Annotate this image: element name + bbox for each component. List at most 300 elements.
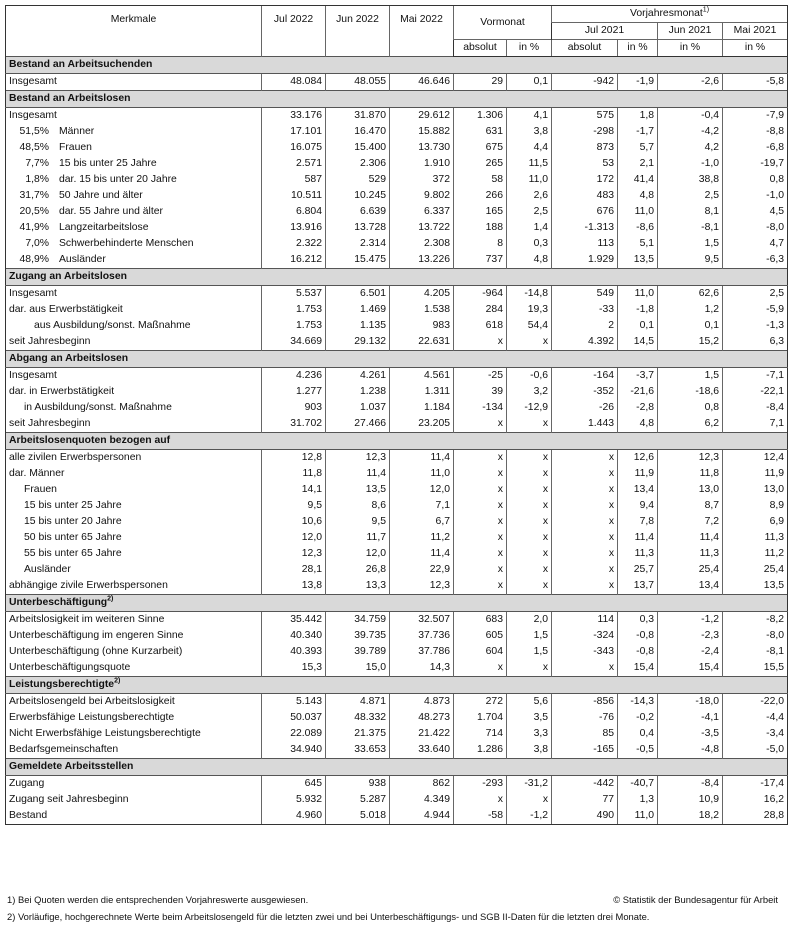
value-cell: 12,0 bbox=[262, 530, 326, 546]
value-cell: 11,7 bbox=[326, 530, 390, 546]
share-percent: 51,5% bbox=[19, 126, 49, 137]
value-cell: 113 bbox=[552, 236, 618, 252]
value-cell: 11,4 bbox=[326, 466, 390, 482]
row-label-cell bbox=[6, 466, 262, 482]
value-cell: 28,1 bbox=[262, 562, 326, 578]
value-cell: 50.037 bbox=[262, 710, 326, 726]
value-cell: 4,5 bbox=[723, 204, 788, 220]
value-cell: 11,4 bbox=[618, 530, 658, 546]
value-cell: 28,8 bbox=[723, 808, 788, 825]
value-cell: -352 bbox=[552, 384, 618, 400]
value-cell: 266 bbox=[454, 188, 507, 204]
value-cell: 4.261 bbox=[326, 368, 390, 385]
value-cell: -8,4 bbox=[658, 776, 723, 793]
share-percent: 31,7% bbox=[19, 190, 49, 201]
value-cell: 11,2 bbox=[723, 546, 788, 562]
value-cell: 48.273 bbox=[390, 710, 454, 726]
value-cell: -17,4 bbox=[723, 776, 788, 793]
value-cell: 4,8 bbox=[507, 252, 552, 269]
value-cell: 6.501 bbox=[326, 286, 390, 303]
value-cell: -3,4 bbox=[723, 726, 788, 742]
share-percent: 1,8% bbox=[25, 174, 49, 185]
value-cell: 1.311 bbox=[390, 384, 454, 400]
table-row bbox=[6, 384, 788, 400]
header-vormonat-pct: in % bbox=[507, 40, 552, 57]
value-cell: -58 bbox=[454, 808, 507, 825]
value-cell: 32.507 bbox=[390, 612, 454, 629]
row-label: dar. 55 Jahre und älter bbox=[59, 206, 163, 217]
section-title bbox=[6, 595, 788, 612]
value-cell: 8 bbox=[454, 236, 507, 252]
value-cell: 85 bbox=[552, 726, 618, 742]
value-cell: 11,0 bbox=[618, 204, 658, 220]
value-cell: 714 bbox=[454, 726, 507, 742]
value-cell: 34.759 bbox=[326, 612, 390, 629]
value-cell: 1,2 bbox=[658, 302, 723, 318]
value-cell: 6,3 bbox=[723, 334, 788, 351]
value-cell: -4,8 bbox=[658, 742, 723, 759]
value-cell: -8,0 bbox=[723, 220, 788, 236]
value-cell: x bbox=[552, 546, 618, 562]
value-cell: -1,3 bbox=[723, 318, 788, 334]
value-cell: 983 bbox=[390, 318, 454, 334]
value-cell: 48.332 bbox=[326, 710, 390, 726]
value-cell: 14,1 bbox=[262, 482, 326, 498]
value-cell: 27.466 bbox=[326, 416, 390, 433]
value-cell: 4,4 bbox=[507, 140, 552, 156]
value-cell: -14,8 bbox=[507, 286, 552, 303]
value-cell: -0,4 bbox=[658, 108, 723, 125]
value-cell: 13,0 bbox=[658, 482, 723, 498]
section-header bbox=[6, 677, 788, 694]
table-row bbox=[6, 450, 788, 467]
value-cell: -2,3 bbox=[658, 628, 723, 644]
value-cell: 2,6 bbox=[507, 188, 552, 204]
value-cell: 15.882 bbox=[390, 124, 454, 140]
value-cell: 13.730 bbox=[390, 140, 454, 156]
value-cell: 4.960 bbox=[262, 808, 326, 825]
table-row bbox=[6, 562, 788, 578]
value-cell: 26,8 bbox=[326, 562, 390, 578]
table-row bbox=[6, 286, 788, 303]
value-cell: 0,3 bbox=[618, 612, 658, 629]
section-title bbox=[6, 269, 788, 286]
row-label-cell bbox=[6, 286, 262, 303]
value-cell: -8,1 bbox=[658, 220, 723, 236]
value-cell: -26 bbox=[552, 400, 618, 416]
header-jun-2022: Jun 2022 bbox=[326, 6, 390, 57]
value-cell: 618 bbox=[454, 318, 507, 334]
value-cell: 11,0 bbox=[618, 808, 658, 825]
value-cell: 13,7 bbox=[618, 578, 658, 595]
row-label-cell bbox=[6, 384, 262, 400]
header-vormonat-absolut: absolut bbox=[454, 40, 507, 57]
row-label-cell bbox=[6, 188, 262, 204]
value-cell: -0,5 bbox=[618, 742, 658, 759]
row-label-cell bbox=[6, 318, 262, 334]
row-label-cell bbox=[6, 660, 262, 677]
row-label: 50 bis unter 65 Jahre bbox=[24, 532, 122, 543]
value-cell: 2,5 bbox=[723, 286, 788, 303]
value-cell: x bbox=[454, 334, 507, 351]
value-cell: 372 bbox=[390, 172, 454, 188]
row-label-cell bbox=[6, 140, 262, 156]
row-label-cell bbox=[6, 108, 262, 125]
value-cell: x bbox=[454, 514, 507, 530]
row-label: dar. 15 bis unter 20 Jahre bbox=[59, 174, 177, 185]
section-title bbox=[6, 57, 788, 74]
value-cell: 4,2 bbox=[658, 140, 723, 156]
value-cell: 6,7 bbox=[390, 514, 454, 530]
value-cell: 12,0 bbox=[326, 546, 390, 562]
value-cell: -22,1 bbox=[723, 384, 788, 400]
value-cell: 605 bbox=[454, 628, 507, 644]
value-cell: x bbox=[552, 466, 618, 482]
value-cell: 2,5 bbox=[507, 204, 552, 220]
value-cell: 11,0 bbox=[390, 466, 454, 482]
value-cell: 5.287 bbox=[326, 792, 390, 808]
share-percent: 20,5% bbox=[19, 206, 49, 217]
section-title-text: Bestand an Arbeitsuchenden bbox=[9, 59, 153, 70]
row-label: Insgesamt bbox=[9, 370, 57, 381]
statistics-table bbox=[5, 5, 788, 825]
row-label-cell bbox=[6, 302, 262, 318]
header-jul2021-pct: in % bbox=[618, 40, 658, 57]
row-label: dar. Männer bbox=[9, 468, 65, 479]
value-cell: 1,8 bbox=[618, 108, 658, 125]
value-cell: x bbox=[507, 792, 552, 808]
value-cell: 12,3 bbox=[262, 546, 326, 562]
section-title bbox=[6, 759, 788, 776]
copyright: © Statistik der Bundesagentur für Arbeit bbox=[613, 894, 778, 905]
value-cell: 18,2 bbox=[658, 808, 723, 825]
value-cell: 11,4 bbox=[390, 450, 454, 467]
value-cell: -1,7 bbox=[618, 124, 658, 140]
value-cell: 62,6 bbox=[658, 286, 723, 303]
table-row bbox=[6, 334, 788, 351]
value-cell: 11,3 bbox=[618, 546, 658, 562]
value-cell: 40.393 bbox=[262, 644, 326, 660]
value-cell: 1.753 bbox=[262, 302, 326, 318]
value-cell: 114 bbox=[552, 612, 618, 629]
value-cell: 604 bbox=[454, 644, 507, 660]
footnote-2: 2) Vorläufige, hochgerechnete Werte beim Arbeitslosengeld für die letzten zwei und bei Unterbeschäftigungs- und SGB II-Daten für die letzten drei Monate. bbox=[7, 911, 650, 922]
table-row bbox=[6, 302, 788, 318]
value-cell: -18,0 bbox=[658, 694, 723, 711]
value-cell: 4.873 bbox=[390, 694, 454, 711]
footnote-ref: 2) bbox=[114, 677, 121, 685]
value-cell: x bbox=[507, 546, 552, 562]
value-cell: -22,0 bbox=[723, 694, 788, 711]
value-cell: 4,8 bbox=[618, 188, 658, 204]
value-cell: 15,4 bbox=[618, 660, 658, 677]
value-cell: -6,3 bbox=[723, 252, 788, 269]
value-cell: 12,3 bbox=[390, 578, 454, 595]
value-cell: 14,3 bbox=[390, 660, 454, 677]
value-cell: 1.286 bbox=[454, 742, 507, 759]
value-cell: 10.245 bbox=[326, 188, 390, 204]
value-cell: 272 bbox=[454, 694, 507, 711]
value-cell: x bbox=[454, 578, 507, 595]
value-cell: -343 bbox=[552, 644, 618, 660]
value-cell: 4,7 bbox=[723, 236, 788, 252]
row-label-cell bbox=[6, 220, 262, 236]
value-cell: -19,7 bbox=[723, 156, 788, 172]
row-label-cell bbox=[6, 514, 262, 530]
table-row bbox=[6, 792, 788, 808]
table-row bbox=[6, 318, 788, 334]
value-cell: -293 bbox=[454, 776, 507, 793]
value-cell: 4.944 bbox=[390, 808, 454, 825]
table-row bbox=[6, 514, 788, 530]
value-cell: 15,2 bbox=[658, 334, 723, 351]
value-cell: x bbox=[507, 578, 552, 595]
header-jul-2021: Jul 2021 bbox=[552, 23, 658, 40]
value-cell: 4.871 bbox=[326, 694, 390, 711]
header-vorjahresmonat bbox=[552, 6, 788, 23]
value-cell: 4.392 bbox=[552, 334, 618, 351]
value-cell: 34.669 bbox=[262, 334, 326, 351]
row-label: Unterbeschäftigungsquote bbox=[9, 662, 131, 673]
section-title bbox=[6, 433, 788, 450]
value-cell: -1.313 bbox=[552, 220, 618, 236]
value-cell: -8,8 bbox=[723, 124, 788, 140]
value-cell: -33 bbox=[552, 302, 618, 318]
value-cell: x bbox=[454, 498, 507, 514]
section-header bbox=[6, 91, 788, 108]
value-cell: x bbox=[507, 416, 552, 433]
header-mai-2021: Mai 2021 bbox=[723, 23, 788, 40]
section-title bbox=[6, 677, 788, 694]
value-cell: 575 bbox=[552, 108, 618, 125]
value-cell: -5,9 bbox=[723, 302, 788, 318]
value-cell: -1,9 bbox=[618, 74, 658, 91]
value-cell: 23.205 bbox=[390, 416, 454, 433]
value-cell: 1.037 bbox=[326, 400, 390, 416]
value-cell: 29 bbox=[454, 74, 507, 91]
value-cell: 645 bbox=[262, 776, 326, 793]
value-cell: 12,4 bbox=[723, 450, 788, 467]
value-cell: 11,8 bbox=[658, 466, 723, 482]
value-cell: 5.537 bbox=[262, 286, 326, 303]
section-title bbox=[6, 91, 788, 108]
value-cell: 11,0 bbox=[507, 172, 552, 188]
value-cell: 19,3 bbox=[507, 302, 552, 318]
row-label: Langzeitarbeitslose bbox=[59, 222, 149, 233]
value-cell: 2.306 bbox=[326, 156, 390, 172]
value-cell: 6.337 bbox=[390, 204, 454, 220]
value-cell: -76 bbox=[552, 710, 618, 726]
value-cell: 9,5 bbox=[326, 514, 390, 530]
value-cell: 9,5 bbox=[262, 498, 326, 514]
value-cell: 33.653 bbox=[326, 742, 390, 759]
row-label-cell bbox=[6, 530, 262, 546]
value-cell: 4.561 bbox=[390, 368, 454, 385]
value-cell: 2,1 bbox=[618, 156, 658, 172]
value-cell: -18,6 bbox=[658, 384, 723, 400]
section-header bbox=[6, 269, 788, 286]
value-cell: 1.910 bbox=[390, 156, 454, 172]
value-cell: 3,3 bbox=[507, 726, 552, 742]
value-cell: 15,4 bbox=[658, 660, 723, 677]
value-cell: x bbox=[454, 416, 507, 433]
value-cell: 22.089 bbox=[262, 726, 326, 742]
value-cell: 2,0 bbox=[507, 612, 552, 629]
value-cell: 25,7 bbox=[618, 562, 658, 578]
value-cell: x bbox=[507, 334, 552, 351]
value-cell: x bbox=[552, 450, 618, 467]
value-cell: 16,2 bbox=[723, 792, 788, 808]
value-cell: x bbox=[454, 660, 507, 677]
row-label-cell bbox=[6, 204, 262, 220]
value-cell: 0,3 bbox=[507, 236, 552, 252]
row-label-cell bbox=[6, 334, 262, 351]
header-mai2021-pct: in % bbox=[723, 40, 788, 57]
row-label: aus Ausbildung/sonst. Maßnahme bbox=[34, 320, 191, 331]
value-cell: 2.322 bbox=[262, 236, 326, 252]
section-title-text: Zugang an Arbeitslosen bbox=[9, 271, 127, 282]
value-cell: x bbox=[507, 466, 552, 482]
value-cell: -4,1 bbox=[658, 710, 723, 726]
value-cell: 29.132 bbox=[326, 334, 390, 351]
value-cell: 5.932 bbox=[262, 792, 326, 808]
row-label-cell bbox=[6, 124, 262, 140]
value-cell: 165 bbox=[454, 204, 507, 220]
value-cell: 1,3 bbox=[618, 792, 658, 808]
row-label-cell bbox=[6, 562, 262, 578]
value-cell: x bbox=[454, 792, 507, 808]
table-row bbox=[6, 108, 788, 125]
row-label-cell bbox=[6, 694, 262, 711]
table-row bbox=[6, 172, 788, 188]
row-label-cell bbox=[6, 416, 262, 433]
row-label-cell bbox=[6, 776, 262, 793]
row-label: Unterbeschäftigung (ohne Kurzarbeit) bbox=[9, 646, 183, 657]
value-cell: 7,1 bbox=[723, 416, 788, 433]
value-cell: 15,3 bbox=[262, 660, 326, 677]
value-cell: -165 bbox=[552, 742, 618, 759]
row-label: Zugang bbox=[9, 778, 45, 789]
value-cell: 5.143 bbox=[262, 694, 326, 711]
value-cell: 16.212 bbox=[262, 252, 326, 269]
value-cell: 529 bbox=[326, 172, 390, 188]
table-row bbox=[6, 578, 788, 595]
value-cell: 2.314 bbox=[326, 236, 390, 252]
value-cell: 11,9 bbox=[618, 466, 658, 482]
row-label: Männer bbox=[59, 126, 95, 137]
value-cell: -8,6 bbox=[618, 220, 658, 236]
value-cell: 5.018 bbox=[326, 808, 390, 825]
value-cell: 37.786 bbox=[390, 644, 454, 660]
value-cell: -856 bbox=[552, 694, 618, 711]
table-row bbox=[6, 188, 788, 204]
row-label: seit Jahresbeginn bbox=[9, 418, 91, 429]
value-cell: -8,2 bbox=[723, 612, 788, 629]
value-cell: 1.135 bbox=[326, 318, 390, 334]
row-label-cell bbox=[6, 742, 262, 759]
value-cell: 48.084 bbox=[262, 74, 326, 91]
row-label: Bestand bbox=[9, 810, 48, 821]
value-cell: x bbox=[507, 660, 552, 677]
row-label: Unterbeschäftigung im engeren Sinne bbox=[9, 630, 184, 641]
value-cell: 2 bbox=[552, 318, 618, 334]
header-jun-2021: Jun 2021 bbox=[658, 23, 723, 40]
section-title-text: Unterbeschäftigung bbox=[9, 597, 108, 608]
value-cell: -324 bbox=[552, 628, 618, 644]
value-cell: 862 bbox=[390, 776, 454, 793]
value-cell: 13,4 bbox=[618, 482, 658, 498]
value-cell: -6,8 bbox=[723, 140, 788, 156]
value-cell: 13,4 bbox=[658, 578, 723, 595]
row-label: 15 bis unter 25 Jahre bbox=[24, 500, 122, 511]
row-label: 50 Jahre und älter bbox=[59, 190, 143, 201]
footnote-1: 1) Bei Quoten werden die entsprechenden Vorjahreswerte ausgewiesen. bbox=[7, 894, 309, 905]
value-cell: 12,3 bbox=[658, 450, 723, 467]
header-jun2021-pct: in % bbox=[658, 40, 723, 57]
table-row bbox=[6, 368, 788, 385]
row-label: Insgesamt bbox=[9, 110, 57, 121]
value-cell: x bbox=[507, 530, 552, 546]
value-cell: 265 bbox=[454, 156, 507, 172]
value-cell: 13,5 bbox=[326, 482, 390, 498]
value-cell: 33.176 bbox=[262, 108, 326, 125]
value-cell: 9,4 bbox=[618, 498, 658, 514]
table-row bbox=[6, 644, 788, 660]
value-cell: 77 bbox=[552, 792, 618, 808]
value-cell: 3,5 bbox=[507, 710, 552, 726]
value-cell: 21.375 bbox=[326, 726, 390, 742]
value-cell: -4,4 bbox=[723, 710, 788, 726]
value-cell: 1.704 bbox=[454, 710, 507, 726]
row-label: 15 bis unter 25 Jahre bbox=[59, 158, 157, 169]
value-cell: 2,5 bbox=[658, 188, 723, 204]
row-label: 15 bis unter 20 Jahre bbox=[24, 516, 122, 527]
value-cell: 6,2 bbox=[658, 416, 723, 433]
value-cell: 0,1 bbox=[507, 74, 552, 91]
table-row bbox=[6, 74, 788, 91]
value-cell: -25 bbox=[454, 368, 507, 385]
table-row bbox=[6, 204, 788, 220]
value-cell: 10,6 bbox=[262, 514, 326, 530]
table-row bbox=[6, 416, 788, 433]
value-cell: 5,6 bbox=[507, 694, 552, 711]
value-cell: 58 bbox=[454, 172, 507, 188]
table-row bbox=[6, 466, 788, 482]
table-row bbox=[6, 482, 788, 498]
value-cell: 13,5 bbox=[618, 252, 658, 269]
value-cell: -14,3 bbox=[618, 694, 658, 711]
value-cell: 11,4 bbox=[390, 546, 454, 562]
value-cell: x bbox=[454, 562, 507, 578]
value-cell: 8,1 bbox=[658, 204, 723, 220]
value-cell: -0,2 bbox=[618, 710, 658, 726]
table-row bbox=[6, 140, 788, 156]
value-cell: x bbox=[507, 450, 552, 467]
value-cell: 8,9 bbox=[723, 498, 788, 514]
section-header bbox=[6, 759, 788, 776]
value-cell: x bbox=[454, 546, 507, 562]
value-cell: 683 bbox=[454, 612, 507, 629]
value-cell: 0,8 bbox=[723, 172, 788, 188]
value-cell: 39.735 bbox=[326, 628, 390, 644]
value-cell: x bbox=[454, 530, 507, 546]
table-row bbox=[6, 808, 788, 825]
value-cell: 1.443 bbox=[552, 416, 618, 433]
row-label-cell bbox=[6, 628, 262, 644]
row-label: dar. aus Erwerbstätigkeit bbox=[9, 304, 123, 315]
row-label: Nicht Erwerbsfähige Leistungsberechtigte bbox=[9, 728, 201, 739]
value-cell: 25,4 bbox=[723, 562, 788, 578]
